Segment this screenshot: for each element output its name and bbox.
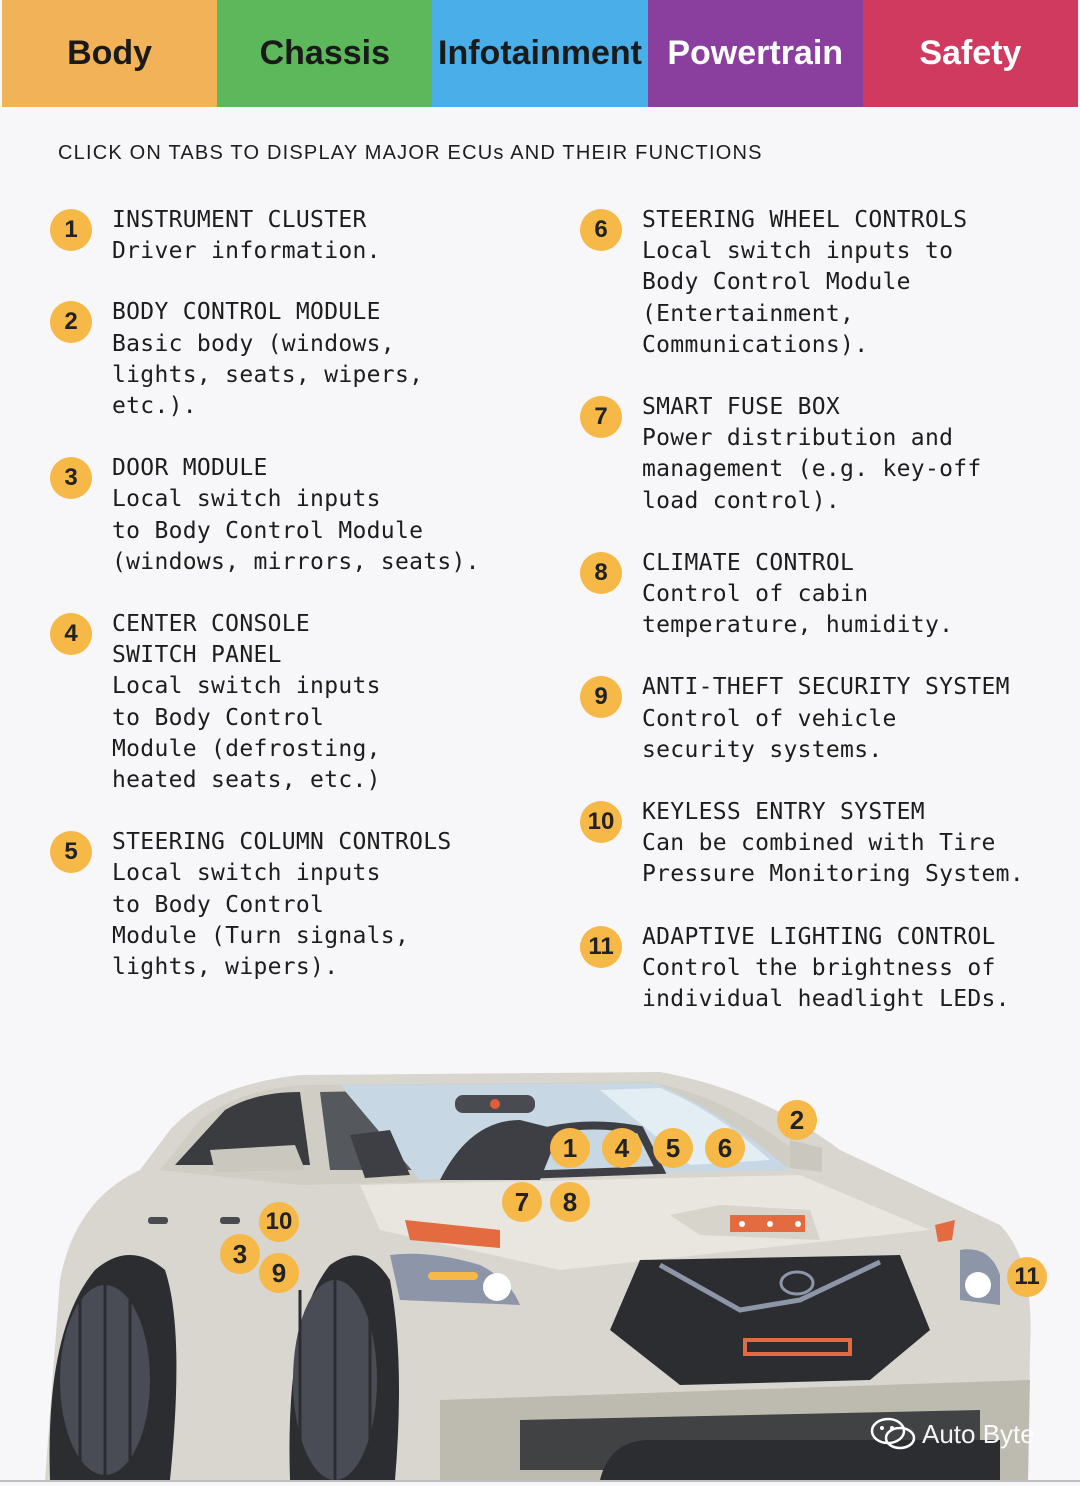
ecu-item [50, 827, 520, 983]
front-grille [610, 1255, 930, 1385]
number-badge: 9 [580, 676, 622, 718]
tab-powertrain[interactable] [648, 0, 863, 107]
car-marker[interactable]: 4 [602, 1128, 642, 1168]
mirror-sensor-icon [490, 1099, 500, 1109]
ecu-title: KEYLESS ENTRY SYSTEM [642, 799, 925, 826]
car-marker[interactable]: 10 [259, 1202, 299, 1242]
led-dot [767, 1221, 773, 1227]
ecu-title: SMART FUSE BOX [642, 394, 841, 421]
ecu-category-tabs [2, 0, 1078, 107]
ecu-description: Local switch inputs to Body Control Module (Turn signals, lights, wipers). [112, 860, 410, 981]
car-marker[interactable]: 3 [220, 1234, 260, 1274]
ecu-list-left [50, 205, 520, 983]
ecu-title: STEERING COLUMN CONTROLS [112, 829, 452, 856]
car-illustration [0, 1050, 1080, 1486]
ecu-item [50, 609, 520, 796]
tab-label: Chassis [259, 34, 390, 72]
ecu-description: Control of cabin temperature, humidity. [642, 581, 954, 639]
number-badge: 8 [580, 552, 622, 594]
ecu-description: Basic body (windows, lights, seats, wipers, etc.). [112, 330, 424, 420]
ecu-item [580, 672, 1050, 766]
tab-body[interactable] [2, 0, 217, 107]
number-badge: 4 [50, 613, 92, 655]
tab-chassis[interactable] [217, 0, 432, 107]
ecu-title: ADAPTIVE LIGHTING CONTROL [642, 923, 996, 950]
car-marker[interactable]: 6 [705, 1128, 745, 1168]
ecu-item [580, 797, 1050, 891]
ecu-item [580, 922, 1050, 1016]
ecu-description: Local switch inputs to Body Control Module (Entertainment, Communications). [642, 238, 954, 358]
wechat-icon [870, 1416, 918, 1452]
instruction-text: CLICK ON TABS TO DISPLAY MAJOR ECUs AND THEIR FUNCTIONS [58, 142, 763, 164]
ecu-item [580, 205, 1050, 361]
watermark-text: Auto Byte [922, 1419, 1035, 1449]
car-marker[interactable]: 1 [550, 1128, 590, 1168]
car-marker[interactable]: 5 [653, 1128, 693, 1168]
rear-door-handle [148, 1217, 168, 1224]
number-badge: 5 [50, 831, 92, 873]
car-marker[interactable]: 2 [777, 1100, 817, 1140]
ecu-list-right [580, 205, 1050, 1015]
car-marker[interactable]: 7 [502, 1182, 542, 1222]
ecu-title: INSTRUMENT CLUSTER [112, 207, 367, 233]
tab-label: Powertrain [667, 34, 844, 72]
ecu-description: Local switch inputs to Body Control Module (defrosting, heated seats, etc.) [112, 673, 381, 794]
front-door-handle [220, 1217, 240, 1224]
car-marker[interactable]: 9 [259, 1253, 299, 1293]
right-headlight-lamp [965, 1272, 991, 1298]
number-badge: 2 [50, 301, 92, 343]
number-badge: 7 [580, 396, 622, 438]
ecu-title: STEERING WHEEL CONTROLS [642, 207, 968, 233]
ecu-description: Can be combined with Tire Pressure Monitoring System. [642, 830, 1024, 888]
ecu-description: Control the brightness of individual headlight LEDs. [642, 954, 1010, 1013]
ecu-title: BODY CONTROL MODULE [112, 299, 381, 326]
tab-infotainment[interactable] [432, 0, 647, 107]
ecu-item [50, 453, 520, 578]
ecu-item [50, 205, 520, 267]
number-badge: 3 [50, 457, 92, 499]
tab-label: Body [67, 34, 153, 72]
ecu-item [580, 548, 1050, 642]
tab-label: Safety [919, 34, 1022, 72]
ecu-title: CENTER CONSOLE SWITCH PANEL [112, 611, 311, 669]
ecu-item [580, 392, 1050, 517]
ecu-title: ANTI-THEFT SECURITY SYSTEM [642, 674, 1010, 701]
tab-label: Infotainment [438, 34, 642, 72]
ecu-title: CLIMATE CONTROL [642, 549, 855, 576]
left-headlight-lamp [483, 1273, 511, 1301]
led-dot [795, 1221, 801, 1227]
ecu-description: Power distribution and management (e.g. key-off load control). [642, 425, 982, 514]
car-marker[interactable]: 8 [550, 1182, 590, 1222]
number-badge: 10 [580, 801, 622, 843]
number-badge: 11 [580, 926, 622, 968]
ecu-description: Driver information. [112, 238, 381, 265]
tab-safety[interactable] [863, 0, 1078, 107]
number-badge: 6 [580, 209, 622, 251]
bottom-border [0, 1480, 1080, 1482]
ecu-description: Control of vehicle security systems. [642, 705, 897, 763]
ecu-item [50, 297, 520, 422]
ecu-description: Local switch inputs to Body Control Module (windows, mirrors, seats). [112, 486, 480, 575]
left-turn-signal [428, 1272, 478, 1280]
car-marker[interactable]: 11 [1007, 1257, 1047, 1297]
ecu-title: DOOR MODULE [112, 455, 268, 482]
number-badge: 1 [50, 209, 92, 251]
led-dot [739, 1221, 745, 1227]
